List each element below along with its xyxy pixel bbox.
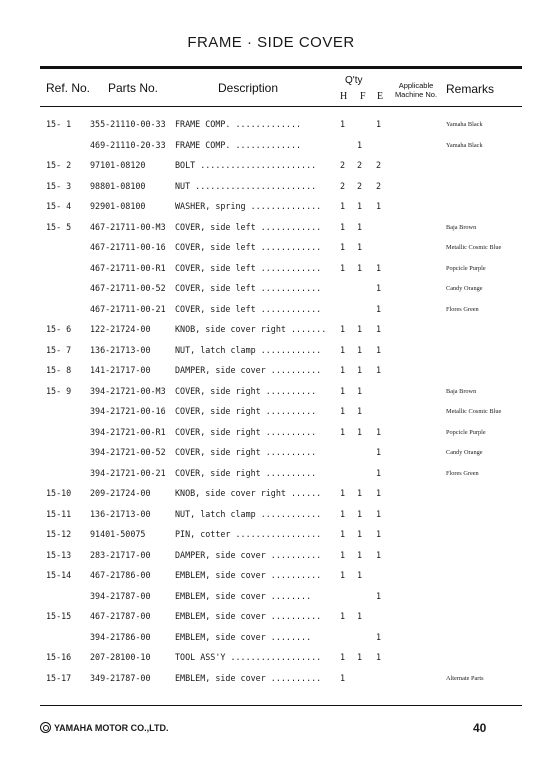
ref-no-cell: 15-10 xyxy=(46,488,72,498)
qty-h-cell: 1 xyxy=(340,324,346,334)
ref-no-cell: 15- 6 xyxy=(46,324,72,334)
qty-h-cell: 1 xyxy=(340,570,346,580)
qty-e-cell: 1 xyxy=(376,365,382,375)
qty-e-cell: 1 xyxy=(376,488,382,498)
parts-no-cell: 97101-08120 xyxy=(90,160,146,170)
qty-e-cell: 1 xyxy=(376,201,382,211)
qty-h-cell: 1 xyxy=(340,611,346,621)
qty-e-cell: 1 xyxy=(376,508,382,519)
parts-no-cell: 467-21711-00-M3 xyxy=(90,221,166,232)
parts-no-cell: 467-21711-00-16 xyxy=(90,242,166,252)
qty-e-cell: 2 xyxy=(376,160,382,170)
remarks-cell: Candy Orange xyxy=(446,449,483,456)
parts-no-cell: 122-21724-00 xyxy=(90,324,151,334)
parts-no-cell: 209-21724-00 xyxy=(90,488,151,498)
table-row xyxy=(0,340,542,361)
header-parts-no: Parts No. xyxy=(108,81,159,95)
qty-f-cell: 2 xyxy=(357,180,363,191)
qty-e-cell: 1 xyxy=(376,652,382,662)
qty-e-cell: 1 xyxy=(376,262,382,273)
remarks-cell: Yamaha Black xyxy=(446,141,483,149)
qty-f-cell: 1 xyxy=(357,221,363,232)
parts-no-cell: 467-21786-00 xyxy=(90,570,151,580)
description-cell: DAMPER, side cover .......... xyxy=(175,549,322,560)
qty-h-cell: 2 xyxy=(340,160,346,170)
ref-no-cell: 15- 1 xyxy=(46,119,72,129)
remarks-cell: Baja Brown xyxy=(446,387,477,395)
qty-f-cell: 1 xyxy=(357,385,363,396)
table-row xyxy=(0,278,542,299)
ref-no-cell: 15- 8 xyxy=(46,365,72,375)
qty-h-cell: 1 xyxy=(340,242,346,252)
remarks-cell: Baja Brown xyxy=(446,223,477,231)
table-row xyxy=(0,586,542,607)
description-cell: COVER, side right .......... xyxy=(175,447,317,457)
table-row xyxy=(0,463,542,484)
description-cell: EMBLEM, side cover .......... xyxy=(175,672,322,683)
qty-e-cell: 1 xyxy=(376,631,382,642)
table-row xyxy=(0,401,542,422)
qty-e-cell: 1 xyxy=(376,303,382,314)
parts-no-cell: 394-21787-00 xyxy=(90,590,151,601)
table-row xyxy=(0,381,542,402)
parts-no-cell: 467-21711-00-R1 xyxy=(90,262,166,273)
parts-no-cell: 136-21713-00 xyxy=(90,508,151,519)
description-cell: EMBLEM, side cover ........ xyxy=(175,631,312,642)
description-cell: COVER, side right .......... xyxy=(175,385,317,396)
parts-no-cell: 136-21713-00 xyxy=(90,344,151,355)
table-row xyxy=(0,217,542,238)
qty-f-cell: 1 xyxy=(357,201,363,211)
table-row xyxy=(0,606,542,627)
footer-rule xyxy=(40,705,522,706)
qty-h-cell: 1 xyxy=(340,672,346,683)
table-row xyxy=(0,135,542,156)
parts-no-cell: 467-21711-00-52 xyxy=(90,283,166,293)
qty-f-cell: 1 xyxy=(357,652,363,662)
description-cell: NUT ........................ xyxy=(175,180,317,191)
table-row xyxy=(0,422,542,443)
description-cell: COVER, side left ............ xyxy=(175,303,322,314)
remarks-cell: Flores Green xyxy=(446,305,479,313)
table-row xyxy=(0,155,542,176)
qty-f-cell: 1 xyxy=(357,242,363,252)
description-cell: COVER, side left ............ xyxy=(175,283,322,293)
header-ref-no: Ref. No. xyxy=(46,81,91,95)
description-cell: PIN, cotter ................. xyxy=(175,529,322,539)
qty-f-cell: 1 xyxy=(357,426,363,437)
ref-no-cell: 15-13 xyxy=(46,549,72,560)
qty-e-cell: 1 xyxy=(376,529,382,539)
description-cell: EMBLEM, side cover .......... xyxy=(175,570,322,580)
ref-no-cell: 15-14 xyxy=(46,570,72,580)
ref-no-cell: 15- 4 xyxy=(46,201,72,211)
description-cell: COVER, side right .......... xyxy=(175,467,317,478)
table-row xyxy=(0,258,542,279)
description-cell: EMBLEM, side cover .......... xyxy=(175,611,322,621)
qty-f-cell: 2 xyxy=(357,160,363,170)
qty-f-cell: 1 xyxy=(357,549,363,560)
table-row xyxy=(0,504,542,525)
qty-h-cell: 1 xyxy=(340,262,346,273)
parts-table-body xyxy=(0,114,542,688)
qty-e-cell: 1 xyxy=(376,283,382,293)
remarks-cell: Alternate Parts xyxy=(446,674,484,682)
description-cell: KNOB, side cover right ...... xyxy=(175,488,322,498)
qty-f-cell: 1 xyxy=(357,324,363,334)
parts-no-cell: 394-21721-00-M3 xyxy=(90,385,166,396)
description-cell: FRAME COMP. ............. xyxy=(175,119,302,129)
table-row xyxy=(0,627,542,648)
description-cell: COVER, side left ............ xyxy=(175,262,322,273)
qty-h-cell: 1 xyxy=(340,529,346,539)
table-row xyxy=(0,319,542,340)
qty-h-cell: 2 xyxy=(340,180,346,191)
parts-no-cell: 394-21721-00-21 xyxy=(90,467,166,478)
footer-brand-text: YAMAHA MOTOR CO.,LTD. xyxy=(54,722,169,733)
table-row xyxy=(0,299,542,320)
qty-f-cell: 1 xyxy=(357,611,363,621)
parts-no-cell: 207-28100-10 xyxy=(90,652,151,662)
remarks-cell: Popcicle Purple xyxy=(446,428,486,436)
header-applicable-machine-no: Applicable Machine No. xyxy=(394,81,438,99)
table-row xyxy=(0,647,542,668)
qty-h-cell: 1 xyxy=(340,365,346,375)
qty-e-cell: 1 xyxy=(376,426,382,437)
remarks-cell: Candy Orange xyxy=(446,285,483,292)
header-remarks: Remarks xyxy=(446,82,495,96)
remarks-cell: Metallic Cosmic Blue xyxy=(446,408,502,415)
table-row xyxy=(0,114,542,135)
ref-no-cell: 15- 5 xyxy=(46,221,72,232)
description-cell: EMBLEM, side cover ........ xyxy=(175,590,312,601)
description-cell: COVER, side left ............ xyxy=(175,242,322,252)
table-row xyxy=(0,524,542,545)
qty-h-cell: 1 xyxy=(340,549,346,560)
qty-e-cell: 1 xyxy=(376,324,382,334)
qty-f-cell: 1 xyxy=(357,488,363,498)
qty-e-cell: 1 xyxy=(376,344,382,355)
table-row xyxy=(0,668,542,689)
qty-h-cell: 1 xyxy=(340,344,346,355)
qty-e-cell: 1 xyxy=(376,447,382,457)
qty-h-cell: 1 xyxy=(340,221,346,232)
qty-f-cell: 1 xyxy=(357,508,363,519)
ref-no-cell: 15- 9 xyxy=(46,385,72,396)
parts-no-cell: 91401-50075 xyxy=(90,529,146,539)
parts-no-cell: 469-21110-20-33 xyxy=(90,139,166,150)
table-row xyxy=(0,196,542,217)
parts-no-cell: 92901-08100 xyxy=(90,201,146,211)
qty-f-cell: 1 xyxy=(357,139,363,150)
header-top-rule xyxy=(40,66,522,69)
ref-no-cell: 15- 7 xyxy=(46,344,72,355)
description-cell: NUT, latch clamp ............ xyxy=(175,508,322,519)
header-description: Description xyxy=(218,81,279,95)
parts-no-cell: 98801-08100 xyxy=(90,180,146,191)
description-cell: COVER, side right .......... xyxy=(175,406,317,416)
description-cell: COVER, side right .......... xyxy=(175,426,317,437)
qty-e-cell: 1 xyxy=(376,467,382,478)
table-row xyxy=(0,442,542,463)
table-row xyxy=(0,176,542,197)
qty-h-cell: 1 xyxy=(340,406,346,416)
qty-f-cell: 1 xyxy=(357,344,363,355)
parts-no-cell: 349-21787-00 xyxy=(90,672,151,683)
parts-no-cell: 467-21711-00-21 xyxy=(90,303,166,314)
qty-f-cell: 1 xyxy=(357,262,363,273)
remarks-cell: Metallic Cosmic Blue xyxy=(446,244,502,251)
ref-no-cell: 15-12 xyxy=(46,529,72,539)
parts-no-cell: 394-21786-00 xyxy=(90,631,151,642)
ref-no-cell: 15-15 xyxy=(46,611,72,621)
qty-f-cell: 1 xyxy=(357,406,363,416)
table-row xyxy=(0,483,542,504)
qty-h-cell: 1 xyxy=(340,488,346,498)
qty-h-cell: 1 xyxy=(340,201,346,211)
parts-no-cell: 283-21717-00 xyxy=(90,549,151,560)
ref-no-cell: 15-11 xyxy=(46,508,72,519)
parts-no-cell: 355-21110-00-33 xyxy=(90,119,166,129)
qty-h-cell: 1 xyxy=(340,385,346,396)
header-qty-e: E xyxy=(377,91,384,102)
description-cell: WASHER, spring .............. xyxy=(175,201,322,211)
qty-h-cell: 1 xyxy=(340,119,346,129)
parts-no-cell: 467-21787-00 xyxy=(90,611,151,621)
parts-no-cell: 394-21721-00-R1 xyxy=(90,426,166,437)
description-cell: TOOL ASS'Y .................. xyxy=(175,652,322,662)
description-cell: KNOB, side cover right ....... xyxy=(175,324,327,334)
qty-e-cell: 1 xyxy=(376,590,382,601)
remarks-cell: Yamaha Black xyxy=(446,121,483,128)
parts-no-cell: 394-21721-00-52 xyxy=(90,447,166,457)
yamaha-logo xyxy=(40,722,169,733)
remarks-cell: Flores Green xyxy=(446,469,479,477)
yamaha-tuning-fork-icon xyxy=(40,722,51,733)
qty-h-cell: 1 xyxy=(340,508,346,519)
qty-e-cell: 1 xyxy=(376,549,382,560)
ref-no-cell: 15- 3 xyxy=(46,180,72,191)
qty-e-cell: 1 xyxy=(376,119,382,129)
table-row xyxy=(0,565,542,586)
parts-no-cell: 141-21717-00 xyxy=(90,365,151,375)
table-row xyxy=(0,360,542,381)
qty-f-cell: 1 xyxy=(357,365,363,375)
page-title: FRAME · SIDE COVER xyxy=(187,34,355,51)
description-cell: COVER, side left ............ xyxy=(175,221,322,232)
ref-no-cell: 15-16 xyxy=(46,652,72,662)
ref-no-cell: 15-17 xyxy=(46,672,72,683)
description-cell: NUT, latch clamp ............ xyxy=(175,344,322,355)
qty-e-cell: 2 xyxy=(376,180,382,191)
table-row xyxy=(0,545,542,566)
header-qty-h: H xyxy=(340,91,348,102)
description-cell: BOLT ....................... xyxy=(175,160,317,170)
description-cell: FRAME COMP. ............. xyxy=(175,139,302,150)
qty-h-cell: 1 xyxy=(340,652,346,662)
header-qty-f: F xyxy=(360,91,366,102)
remarks-cell: Popcicle Purple xyxy=(446,264,486,272)
page-number: 40 xyxy=(473,721,487,735)
ref-no-cell: 15- 2 xyxy=(46,160,72,170)
parts-no-cell: 394-21721-00-16 xyxy=(90,406,166,416)
description-cell: DAMPER, side cover .......... xyxy=(175,365,322,375)
qty-h-cell: 1 xyxy=(340,426,346,437)
qty-f-cell: 1 xyxy=(357,529,363,539)
table-row xyxy=(0,237,542,258)
qty-f-cell: 1 xyxy=(357,570,363,580)
header-qty: Q'ty xyxy=(345,75,363,86)
header-bottom-rule xyxy=(40,106,522,107)
